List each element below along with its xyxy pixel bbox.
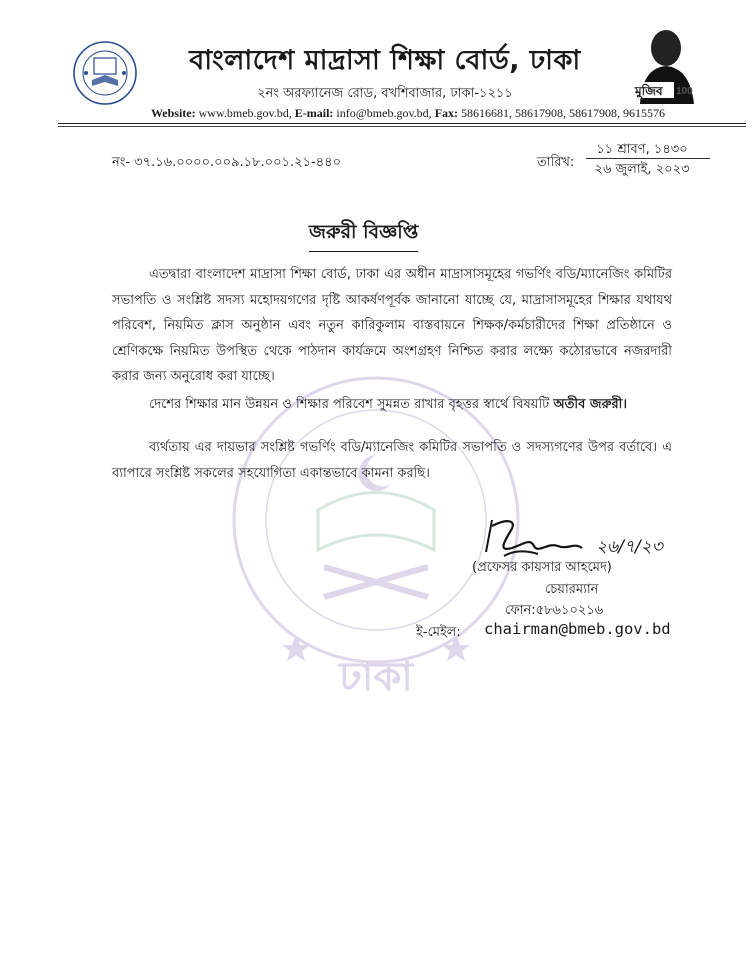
organization-title: বাংলাদেশ মাদ্রাসা শিক্ষা বোর্ড, ঢাকা [189, 45, 581, 76]
signatory-name: (প্রফেসর কায়সার আহমেদ) [472, 560, 612, 575]
date-divider [586, 158, 710, 159]
organization-address: ২নং অরফ্যানেজ রোড, বখশিবাজার, ঢাকা-১২১১ [257, 86, 513, 101]
date-english: ২৬ জুলাই, ২০২৩ [594, 162, 690, 177]
notice-paragraph-2 [112, 392, 672, 418]
signature-date: ২৬/৭/২৩ [596, 537, 663, 557]
memo-number: নং- ৩৭.১৬.০০০০.০০৯.১৮.০০১.২১-৪৪০ [112, 155, 342, 170]
notice-paragraph-3: ব্যর্থতায় এর দায়ভার সংশ্লিষ্ট গভর্ণিং বডি/ম্যানেজিং কমিটির সভাপতি ও সদস্যগণের উপর বর্তাবে। এ ব্যাপারে সংশ্লিষ্ট সকলের সহযোগিতা একান্তভাবে কামনা করছি। [112, 440, 672, 481]
notice-title: জরুরী বিজ্ঞপ্তি [309, 218, 418, 252]
watermark-city: ঢাকা [339, 654, 413, 700]
email-value: info@bmeb.gov.bd, [336, 106, 432, 120]
website-label: Website: [150, 106, 196, 120]
contact-line [128, 106, 688, 121]
notice-paragraph-2-emphasis: অতীব জরুরী। [553, 397, 628, 412]
notice-paragraph-1: এতদ্বারা বাংলাদেশ মাদ্রাসা শিক্ষা বোর্ড, ঢাকা এর অধীন মাদ্রাসাসমূহের গভর্ণিং বডি/ম্যানেজিং কমিটির সভাপতি ও সংশ্লিষ্ট সদস্য মহোদয়গণের দৃষ্টি আকর্ষণপূর্বক জানানো যাচ্ছে যে, মাদ্রাসাসমূহের শিক্ষার যথাযথ পরিবেশ, নিয়মিত ক্লাস অনুষ্ঠান এবং নতুন কারিকুলাম বাস্তবায়নে শিক্ষক/কর্মচারীদের শিক্ষা প্রতিষ্ঠানে ও শ্রেণিকক্ষে নিয়মিত উপস্থিত থেকে পাঠদান কার্যক্রমে অংশগ্রহণ নিশ্চিত করার লক্ষ্যে কঠোরভাবে নজরদারী করার জন্য অনুরোধ করা যাচ্ছে। [112, 267, 672, 384]
signatory-phone: ফোন:৫৮৬১০২১৬ [505, 603, 604, 618]
website-value: www.bmeb.gov.bd, [198, 106, 292, 120]
date-bangla: ১১ শ্রাবণ, ১৪৩০ [596, 142, 688, 157]
header-divider-thin [58, 126, 746, 127]
mujib-100-logo [632, 22, 704, 104]
date-label: তারিখ: [537, 155, 575, 170]
fax-value: 58616681, 58617908, 58617908, 9615576 [461, 106, 666, 120]
fax-label: Fax: [434, 106, 459, 120]
header-divider [58, 123, 746, 124]
mujib-logo-text: মুজিব [635, 84, 663, 98]
signatory-email-label: ই-মেইল: [416, 625, 461, 640]
board-seal-logo [72, 40, 138, 106]
mujib-logo-number: 100 [676, 86, 693, 97]
notice-paragraph-2-text: দেশের শিক্ষার মান উন্নয়ন ও শিক্ষার পরিবেশ সুমন্নত রাখার বৃহত্তর স্বার্থে বিষয়টি [149, 397, 550, 412]
email-label: E-mail: [294, 106, 334, 120]
signatory-designation: চেয়ারম্যান [545, 582, 599, 597]
signatory-email[interactable]: chairman@bmeb.gov.bd [484, 620, 671, 638]
